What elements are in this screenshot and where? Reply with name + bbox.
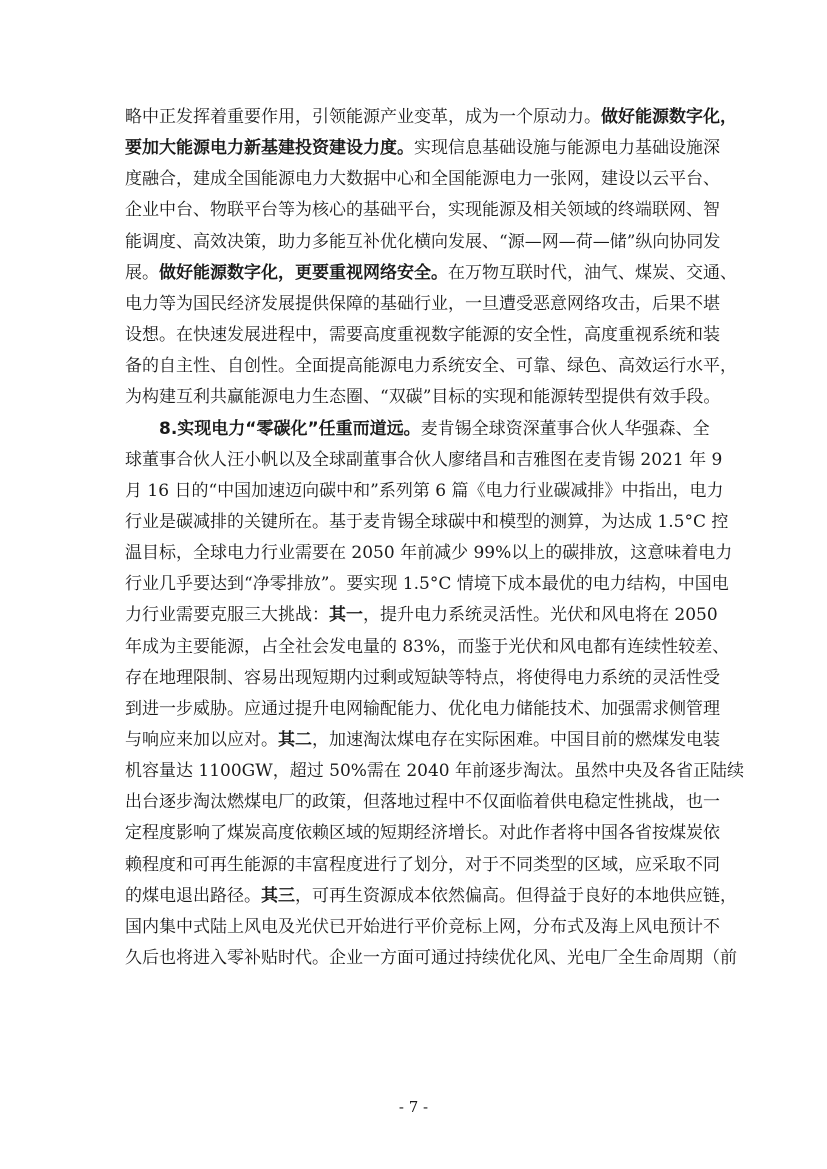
text-line: [125, 632, 730, 662]
text-line: [125, 600, 718, 630]
text-line: [125, 912, 720, 942]
bold-phrase: 其一: [329, 605, 363, 626]
text-segment: 久后也将进入零补贴时代。企业一方面可通过持续优化风、光电厂全生命周期（前: [125, 948, 737, 969]
text-line: [125, 725, 720, 755]
bold-phrase: 8.实现电力“零碳化”任重而道远。: [159, 418, 421, 439]
text-line: [125, 569, 729, 599]
text-line: [125, 476, 724, 506]
text-line: [125, 382, 721, 412]
text-line: [125, 507, 729, 537]
text-segment: 球董事合伙人汪小帆以及全球副董事合伙人廖绪昌和吉雅图在麦肯锡 2021 年 9: [125, 449, 723, 470]
text-line: [125, 445, 723, 475]
text-segment: 略中正发挥着重要作用，引领能源产业变革，成为一个原动力。: [125, 107, 601, 127]
text-segment: 到进一步威胁。应通过提升电网输配能力、优化电力储能技术、加强需求侧管理: [125, 698, 720, 719]
text-line: [125, 881, 737, 911]
text-line: [125, 195, 720, 225]
text-segment: 企业中台、物联平台等为核心的基础平台，实现能源及相关领域的终端联网、智: [125, 200, 720, 221]
text-segment: 存在地理限制、容易出现短期内过剩或短缺等特点，将使得电力系统的灵活性受: [125, 667, 720, 688]
text-line: [125, 258, 737, 288]
text-line: [159, 414, 710, 444]
text-segment: 麦肯锡全球资深董事合伙人华强森、全: [420, 418, 710, 439]
text-segment: 力行业需要克服三大挑战：: [125, 605, 329, 626]
text-segment: 的煤电退出路径。: [125, 885, 261, 906]
text-line: [125, 663, 720, 693]
text-segment: ，提升电力系统灵活性。光伏和风电将在 2050: [363, 605, 718, 626]
text-segment: 出台逐步淘汰燃煤电厂的政策，但落地过程中不仅面临着供电稳定性挑战，也一: [125, 792, 720, 813]
text-line: [125, 756, 744, 786]
text-segment: 行业几乎要达到“净零排放”。要实现 1.5°C 情境下成本最优的电力结构，中国电: [125, 574, 729, 595]
bold-phrase: 要加大能源电力新基建投资建设力度。: [125, 138, 414, 159]
text-segment: 实现信息基础设施与能源电力基础设施深: [414, 138, 720, 159]
text-segment: 为构建互利共赢能源电力生态圈、“双碳”目标的实现和能源转型提供有效手段。: [125, 387, 721, 408]
text-segment: 年成为主要能源，占全社会发电量的 83%，而鉴于光伏和风电都有连续性较差、: [125, 636, 730, 657]
bold-phrase: 做好能源数字化，: [601, 107, 737, 127]
bold-phrase: 其二: [278, 730, 312, 750]
text-segment: 机容量达 1100GW，超过 50%需在 2040 年前逐步淘汰。虽然中央及各省正陆续: [125, 761, 744, 782]
text-segment: ，加速淘汰煤电存在实际困难。中国目前的燃煤发电装: [312, 730, 720, 750]
text-line: [125, 694, 720, 724]
text-segment: 度融合，建成全国能源电力大数据中心和全国能源电力一张网，建设以云平台、: [125, 169, 720, 190]
text-line: [125, 133, 720, 163]
text-segment: 电力等为国民经济发展提供保障的基础行业，一旦遭受恶意网络攻击，后果不堪: [125, 293, 720, 314]
text-line: [125, 850, 720, 880]
text-line: [125, 787, 720, 817]
text-segment: 赖程度和可再生能源的丰富程度进行了划分，对于不同类型的区域，应采取不同: [125, 854, 720, 875]
text-segment: 能调度、高效决策，助力多能互补优化横向发展、“源—网—荷—储”纵向协同发: [125, 231, 721, 252]
text-segment: 温目标，全球电力行业需要在 2050 年前减少 99%以上的碳排放，这意味着电力: [125, 543, 733, 564]
text-segment: 在万物互联时代，油气、煤炭、交通、: [448, 262, 737, 283]
bold-phrase: 做好能源数字化，更要重视网络安全。: [159, 262, 448, 283]
text-segment: 设想。在快速发展进程中，需要高度重视数字能源的安全性，高度重视系统和装: [125, 325, 720, 346]
page-number: - 7 -: [398, 1098, 429, 1116]
text-segment: 行业是碳减排的关键所在。基于麦肯锡全球碳中和模型的测算，为达成 1.5°C 控: [125, 511, 729, 532]
text-segment: 定程度影响了煤炭高度依赖区域的短期经济增长。对此作者将中国各省按煤炭依: [125, 823, 720, 844]
text-segment: 展。: [125, 262, 159, 283]
text-segment: 与响应来加以应对。: [125, 730, 278, 750]
text-line: [125, 818, 720, 848]
text-line: [125, 538, 733, 568]
text-line: [125, 227, 721, 257]
text-line: [125, 289, 720, 319]
text-segment: 备的自主性、自创性。全面提高能源电力系统安全、可靠、绿色、高效运行水平，: [125, 356, 737, 377]
text-line: [125, 102, 737, 132]
text-line: [125, 351, 737, 381]
text-segment: 月 16 日的“中国加速迈向碳中和”系列第 6 篇《电力行业碳减排》中指出，电力: [125, 480, 724, 501]
text-segment: 国内集中式陆上风电及光伏已开始进行平价竞标上网，分布式及海上风电预计不: [125, 916, 720, 937]
text-line: [125, 943, 737, 973]
text-segment: ，可再生资源成本依然偏高。但得益于良好的本地供应链，: [295, 885, 737, 906]
text-line: [125, 320, 720, 350]
text-line: [125, 164, 720, 194]
bold-phrase: 其三: [261, 885, 295, 906]
